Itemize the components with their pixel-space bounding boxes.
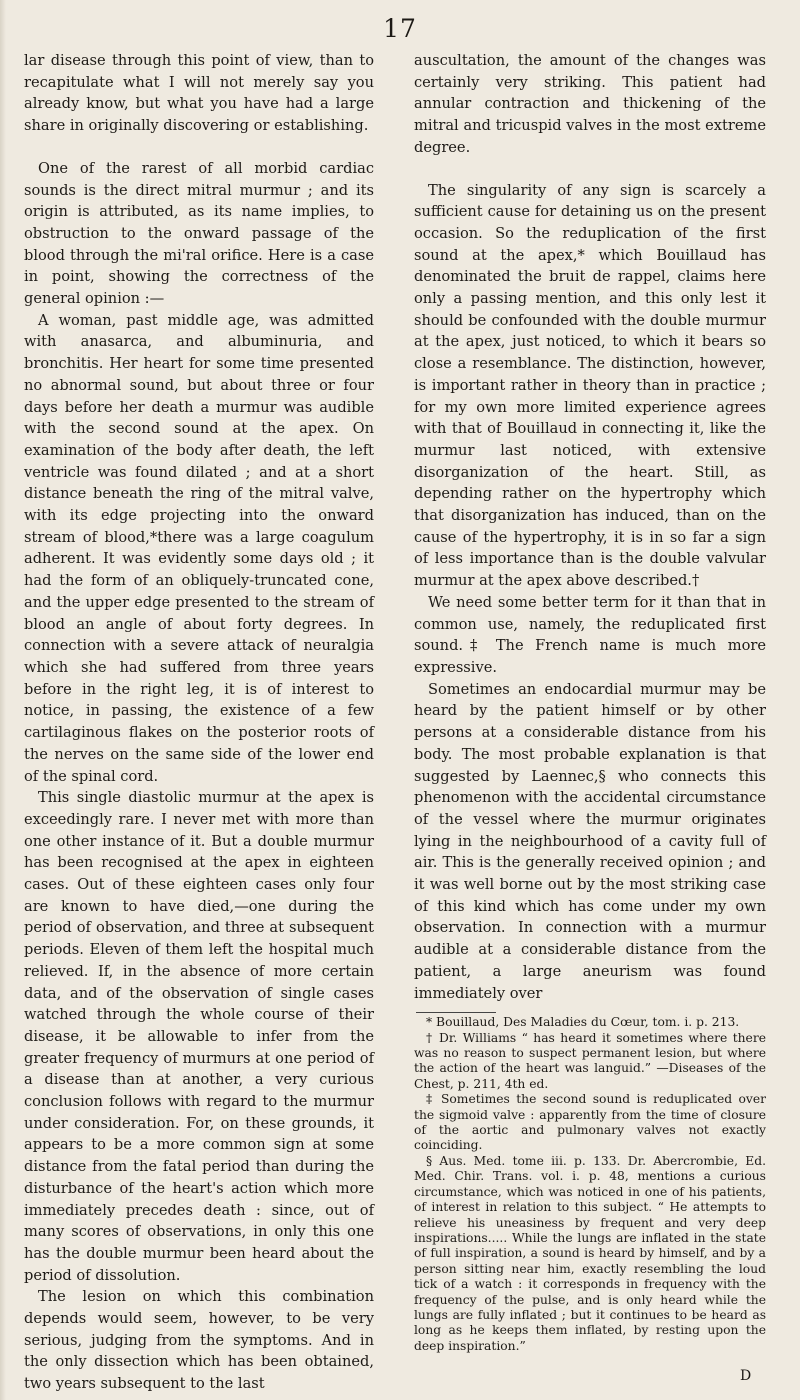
left-column-paragraph: One of the rarest of all morbid cardiac sounds is the direct mitral murmur ; and its origin is attributed, as its name implies, to obstruction to the onward passage of the blood through the mi'ral orifice. Here is a case in point, showing the correctness of the general opinion :— bbox=[24, 159, 374, 308]
left-column-paragraph: The lesion on which this combination depends would seem, however, to be very serious, judging from the symptoms. And in the only dissection which has been obtained, two years subsequent to the last bbox=[24, 1288, 374, 1393]
right-column bbox=[414, 50, 766, 1354]
footnote: * Bouillaud, Des Maladies du Cœur, tom. i. p. 213. bbox=[426, 1015, 740, 1030]
left-column-paragraph: lar disease through this point of view, than to recapitulate what I will not merely say you already know, but what you have had a large share in originally discovering or establishing. bbox=[24, 52, 374, 135]
left-column-paragraph: A woman, past middle age, was admitted with anasarca, and albuminuria, and bronchitis. Her heart for some time presented no abnormal sound, but about three or four days before her death a murmur was audible with the second sound at the apex. On examination of the body after death, the left ventricle was found dilated ; and at a short distance beneath the ring of the mitral valve, with its edge projecting into the onward stream of blood,*there was a large coagulum adherent. It was evidently some days old ; it had the form of an obliquely-truncated cone, and the upper edge presented to the stream of blood an angle of about forty degrees. In connection with a severe attack of neuralgia which she had suffered from three years before in the right leg, it is of interest to notice, in passing, the existence of a few cartilaginous flakes on the posterior roots of the nerves on the same side of the lower end of the spinal cord. bbox=[24, 311, 374, 785]
signature-mark: D bbox=[740, 1368, 752, 1384]
page-number: 17 bbox=[383, 14, 417, 43]
scan-edge-shadow bbox=[0, 0, 6, 1400]
footnote: § Aus. Med. tome iii. p. 133. Dr. Abercrombie, Ed. Med. Chir. Trans. vol. i. p. 48, mentions a curious circumstance, which was noticed in one of his patients, of interest in relation to this subject. “ He attempts to relieve his uneasiness by frequent and very deep inspirations..... While the lungs are inflated in the state of full inspiration, a sound is heard by himself, and by a person sitting near him, exactly resembling the loud tick of a watch : it corresponds in frequency with the frequency of the pulse, and is only heard while the lungs are fully inflated ; but it continues to be heard as long as he keeps them inflated, by resting upon the deep inspiration.” bbox=[414, 1153, 766, 1353]
footnotes bbox=[414, 1015, 766, 1354]
right-column-paragraph: The singularity of any sign is scarcely a sufficient cause for detaining us on the present occasion. So the reduplication of the first sound at the apex,* which Bouillaud has denominated the bruit de rappel, claims here only a passing mention, and this only lest it should be confounded with the double murmur at the apex, just noticed, to which it bears so close a resemblance. The distinction, however, is important rather in theory than in practice ; for my own more limited experience agrees with that of Bouillaud in connecting it, like the murmur last noticed, with extensive disorganization of the heart. Still, as depending rather on the hypertrophy which that disorganization has induced, than on the cause of the hypertrophy, it is in so far a sign of less importance than is the double valvular murmur at the apex above described.† bbox=[414, 181, 766, 590]
right-column-paragraph: auscultation, the amount of the changes was certainly very striking. This patient had annular contraction and thickening of the mitral and tricuspid valves in the most extreme degree. bbox=[414, 52, 766, 156]
footnote: ‡ Sometimes the second sound is reduplicated over the sigmoid valve : apparently from the time of closure of the aortic and pulmonary valves not exactly coinciding. bbox=[414, 1092, 766, 1153]
right-column-paragraph: Sometimes an endocardial murmur may be heard by the patient himself or by other persons at a considerable distance from his body. The most probable explanation is that suggested by Laennec,§ who connects this phenomenon with the accidental circumstance of the vessel where the murmur originates lying in the neighbourhood of a cavity full of air. This is the generally received opinion ; and it was well borne out by the most striking case of this kind which has come under my own observation. In connection with a murmur audible at a considerable distance from the patient, a large aneurism was found immediately over bbox=[414, 680, 766, 1002]
left-column-paragraph: This single diastolic murmur at the apex is exceedingly rare. I never met with more than one other instance of it. But a double murmur has been recognised at the apex in eighteen cases. Out of these eighteen cases only four are known to have died,—one during the period of observation, and three at subsequent periods. Eleven of them left the hospital much relieved. If, in the absence of more certain data, and of the observation of single cases watched through the whole course of their disease, it be allowable to infer from the greater frequency of murmurs at one period of a disease than at another, a very curious conclusion follows with regard to the murmur under consideration. For, on these grounds, it appears to be a more common sign at some distance from the fatal period than during the disturbance of the heart's action which more immediately precedes death : since, out of many scores of observations, in only this one has the double murmur been heard about the period of dissolution. bbox=[24, 789, 374, 1284]
footnote: † Dr. Williams “ has heard it sometimes where there was no reason to suspect permanent lesion, but where the action of the heart was languid.” —Diseases of the Chest, p. 211, 4th ed. bbox=[414, 1030, 766, 1091]
left-column bbox=[24, 50, 374, 1395]
right-column-body bbox=[414, 50, 766, 1004]
footnote-rule bbox=[416, 1012, 496, 1013]
right-column-paragraph: We need some better term for it than that in common use, namely, the reduplicated first sound.‡ The French name is much more expressive. bbox=[414, 593, 766, 676]
